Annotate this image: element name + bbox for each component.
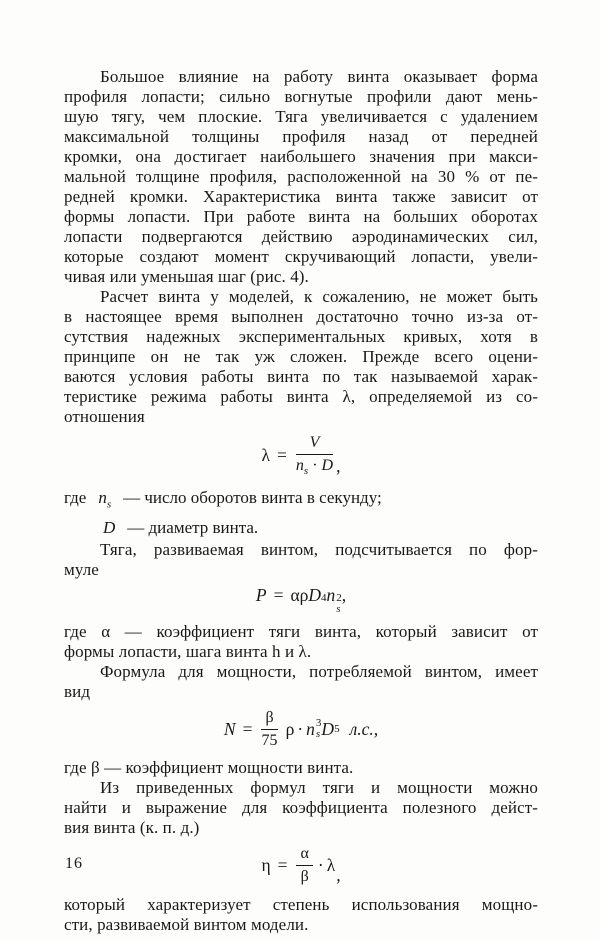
text-column — [64, 67, 538, 935]
text-line: мальной толщине профиля, расположенной на 30 % от пе- — [64, 167, 538, 186]
text-line: кромки, она достигает наибольшего значения при макси- — [64, 147, 538, 166]
multiplication-dot: · — [317, 855, 324, 876]
text-line: ваются условия работы винта по так называемой харак- — [64, 367, 538, 386]
formula-thrust — [64, 585, 538, 615]
text-line: вия винта (к. п. д.) — [64, 818, 200, 838]
paragraph-6 — [64, 758, 538, 778]
text-line: отношения — [64, 407, 145, 426]
text-line: профиля лопасти; сильно вогнутые профили дают мень- — [64, 87, 538, 106]
text-line: редней кромки. Характеристика винта также зависит от — [64, 187, 538, 206]
variable-d: D — [103, 518, 116, 538]
equals-sign: = — [273, 585, 284, 606]
lambda-symbol: λ — [326, 855, 336, 876]
text-line: теристике режима работы винта λ, определяемой из со- — [64, 387, 538, 406]
formula-lhs: λ — [261, 444, 271, 465]
text-line: найти и выражение для коэффициента полезного дейст- — [64, 798, 538, 818]
exponent: 4 — [321, 592, 327, 605]
definition-text: — диаметр винта. — [127, 518, 259, 538]
text-line: принципе он не так уж сложен. Прежде всего оцени- — [64, 347, 538, 366]
paragraph-8 — [64, 895, 538, 935]
equals-sign: = — [277, 855, 288, 876]
denominator: β — [300, 868, 309, 886]
formula-lhs: P — [255, 585, 267, 606]
formula-efficiency — [64, 845, 538, 885]
formula-comma: , — [341, 585, 347, 606]
numerator: V — [296, 434, 333, 455]
definition-text: — число оборотов винта в секунду; — [123, 487, 382, 507]
text-line: Большое влияние на работу винта оказывает форма — [100, 67, 538, 86]
equals-sign: = — [242, 718, 253, 739]
text-line: где β — коэффициент мощности винта. — [64, 758, 354, 778]
fraction — [261, 709, 277, 749]
sub-sup-stack: 3 s — [315, 717, 322, 741]
text-line: где α — коэффициент тяги винта, который зависит от — [64, 622, 538, 642]
formula-lhs: η — [261, 855, 271, 876]
variable-n: n — [326, 585, 336, 606]
definition-line — [64, 516, 538, 540]
text-line: Формула для мощности, потребляемой винтом, имеет — [100, 662, 538, 682]
paragraph-3 — [64, 540, 538, 580]
coefficient: αρ — [290, 585, 309, 606]
variable-n: n — [306, 718, 315, 739]
paragraph-5 — [64, 662, 538, 702]
text-line: формы лопасти, шага винта h и λ. — [64, 642, 312, 662]
page-number: 16 — [65, 855, 83, 872]
definition-line — [64, 486, 538, 516]
formula-lhs: N — [223, 718, 236, 739]
rho-symbol: ρ — [285, 718, 295, 739]
text-line: Расчет винта у моделей, к сожалению, не может быть — [100, 287, 538, 306]
exponent: 5 — [334, 723, 340, 736]
text-line: формы лопасти. При работе винта на больших оборотах — [64, 207, 538, 226]
text-line: которые создают момент скручивающий лопасти, увели- — [64, 247, 538, 266]
numerator: α — [296, 845, 312, 866]
paragraph-1 — [64, 67, 538, 287]
denominator: $n_s \cdot D$ — [295, 456, 334, 477]
text-line: сти, развиваемой винтом модели. — [64, 914, 309, 934]
text-line: Тяга, развиваемая винтом, подсчитывается по фор- — [100, 540, 538, 560]
denominator: 75 — [261, 731, 278, 749]
variable-d: D — [308, 585, 321, 606]
text-line: муле — [64, 560, 99, 580]
paragraph-2 — [64, 287, 538, 427]
text-line: вид — [64, 682, 91, 702]
fraction — [296, 845, 312, 885]
text-line: сутствия надежных экспериментальных кривых, хотя в — [64, 327, 538, 346]
text-line: который характеризует степень использования мощно- — [64, 894, 538, 914]
fraction — [296, 434, 333, 477]
paragraph-7 — [64, 778, 538, 838]
numerator: β — [261, 709, 277, 730]
text-line: шую тягу, чем плоские. Тяга увеличивается с удалением — [64, 107, 538, 126]
text-line: в настоящее время выполнен достаточно точно из-за от- — [64, 307, 538, 326]
text-line: лопасти подвергаются действию аэродинамических сил, — [64, 227, 538, 246]
multiplication-dot: · — [297, 718, 304, 739]
formula-lambda-ratio — [64, 434, 538, 477]
formula-power — [64, 709, 538, 749]
text-line: максимальной толщины профиля назад от передней — [64, 127, 538, 146]
variable-d: D — [321, 718, 335, 739]
text-line: чивая или уменьшая шаг (рис. 4). — [64, 267, 309, 286]
equals-sign: = — [277, 444, 287, 465]
paragraph-4 — [64, 622, 538, 662]
sub-sup-stack: 2 s — [336, 592, 342, 616]
text-line: Из приведенных формул тяги и мощности можно — [100, 778, 538, 798]
units-label: л.с., — [349, 718, 379, 739]
where-definitions — [64, 486, 538, 540]
where-word: где — [64, 487, 87, 507]
formula-comma: , — [336, 455, 341, 476]
formula-comma: , — [336, 864, 341, 885]
variable-n: $n_s$ — [98, 487, 112, 511]
